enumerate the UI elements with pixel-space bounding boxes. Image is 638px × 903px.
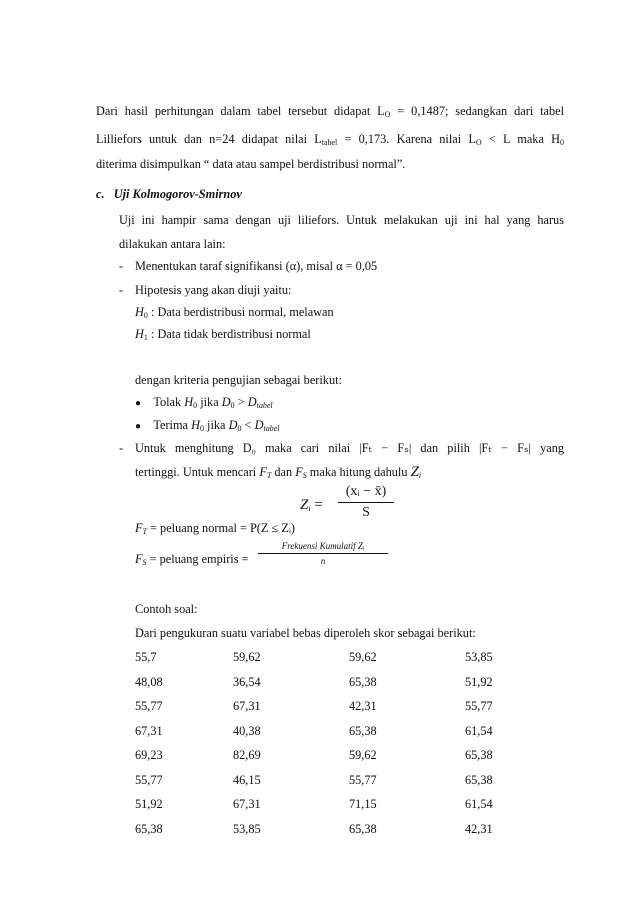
score-cell: 59,62 — [349, 748, 377, 762]
section-paragraph-line-2: dilakukan antara lain: — [119, 237, 226, 251]
item-menghitung-line-2: tertinggi. Untuk mencari $F_T$ dan $F_S$ maka hitung dahulu $Z_i$ — [135, 464, 422, 480]
score-cell: 55,77 — [349, 772, 377, 787]
score-cell: 65,38 — [349, 821, 377, 836]
item-hipotesis: Hipotesis yang akan diuji yaitu: — [135, 283, 292, 297]
bullet-terima: ● Terima $H_0$ jika $D_0 < D_{tabel}$ — [135, 418, 280, 433]
dash-marker: - — [119, 283, 124, 297]
score-cell: 67,31 — [233, 797, 261, 811]
score-cell: 53,85 — [233, 821, 261, 836]
dash-marker: - — [119, 259, 124, 273]
score-cell: 61,54 — [465, 797, 493, 811]
score-cell: 53,85 — [465, 650, 493, 664]
score-cell: 46,15 — [233, 772, 261, 787]
fs-definition: $F_S$ = peluang empiris = — [135, 552, 249, 567]
dash-marker: - — [119, 441, 124, 455]
score-cell: 51,92 — [465, 674, 493, 689]
score-cell: 61,54 — [465, 723, 493, 738]
section-paragraph-line-1: Uji ini hampir sama dengan uji liliefors. Untuk melakukan uji ini hal yang harus — [119, 213, 564, 227]
hypothesis-h0: $H_0$ : Data berdistribusi normal, melawan — [135, 305, 334, 320]
score-cell: 65,38 — [349, 723, 377, 738]
intro-line-2: Lilliefors untuk dan n=24 didapat nilai $L_{tabel} = 0,173$. Karena nilai $L_O < L$ maka $H_0$ — [96, 132, 565, 147]
item-menghitung-line-1: Untuk menghitung D₀ maka cari nilai |Fₜ − Fₛ| dan pilih |Fₜ − Fₛ| yang — [135, 441, 564, 455]
score-cell: 65,38 — [349, 674, 377, 689]
score-cell: 48,08 — [135, 674, 163, 689]
score-cell: 55,77 — [135, 699, 163, 713]
zi-formula-fraction: $\frac{\text{(xᵢ − x̄)}}{S}$ — [338, 484, 394, 521]
item-taraf-signifikansi: Menentukan taraf signifikansi (α), misal α = 0,05 — [135, 259, 378, 273]
score-cell: 55,77 — [135, 772, 163, 787]
zi-formula-lhs: $Z_i$ = — [300, 497, 323, 513]
score-cell: 69,23 — [135, 748, 163, 762]
section-heading: c. Uji Kolmogorov-Smirnov — [96, 187, 242, 201]
score-cell: 42,31 — [349, 699, 377, 713]
score-cell: 42,31 — [465, 821, 493, 836]
score-cell: 82,69 — [233, 748, 261, 762]
score-cell: 59,62 — [233, 650, 261, 664]
score-cell: 36,54 — [233, 674, 261, 689]
contoh-soal-description: Dari pengukuran suatu variabel bebas diperoleh skor sebagai berikut: — [135, 626, 476, 640]
intro-line-1: Dari hasil perhitungan dalam tabel tersebut didapat $L_O = 0,1487$; sedangkan dari tabel — [96, 104, 565, 119]
bullet-tolak: ● Tolak $H_0$ jika $D_0 > D_{tabel}$ — [135, 395, 273, 410]
intro-line-3: diterima disimpulkan “ data atau sampel berdistribusi normal”. — [96, 157, 406, 171]
score-cell: 67,31 — [135, 723, 163, 738]
score-cell: 55,77 — [465, 699, 493, 713]
score-cell: 51,92 — [135, 797, 163, 811]
score-cell: 59,62 — [349, 650, 377, 664]
ft-definition: $F_T$ = peluang normal = P(Z ≤ Zᵢ) — [135, 521, 295, 536]
score-cell: 71,15 — [349, 797, 377, 811]
score-cell: 67,31 — [233, 699, 261, 713]
score-cell: 55,7 — [135, 650, 157, 664]
contoh-soal-label: Contoh soal: — [135, 602, 198, 616]
score-cell: 40,38 — [233, 723, 261, 738]
hypothesis-h1: $H_1$ : Data tidak berdistribusi normal — [135, 327, 311, 342]
score-cell: 65,38 — [465, 772, 493, 787]
score-cell: 65,38 — [135, 821, 163, 836]
kriteria-text: dengan kriteria pengujian sebagai berikut: — [135, 373, 342, 387]
fs-fraction: Frekuensi Kumulatif Zᵢ n — [258, 541, 388, 566]
score-cell: 65,38 — [465, 748, 493, 762]
